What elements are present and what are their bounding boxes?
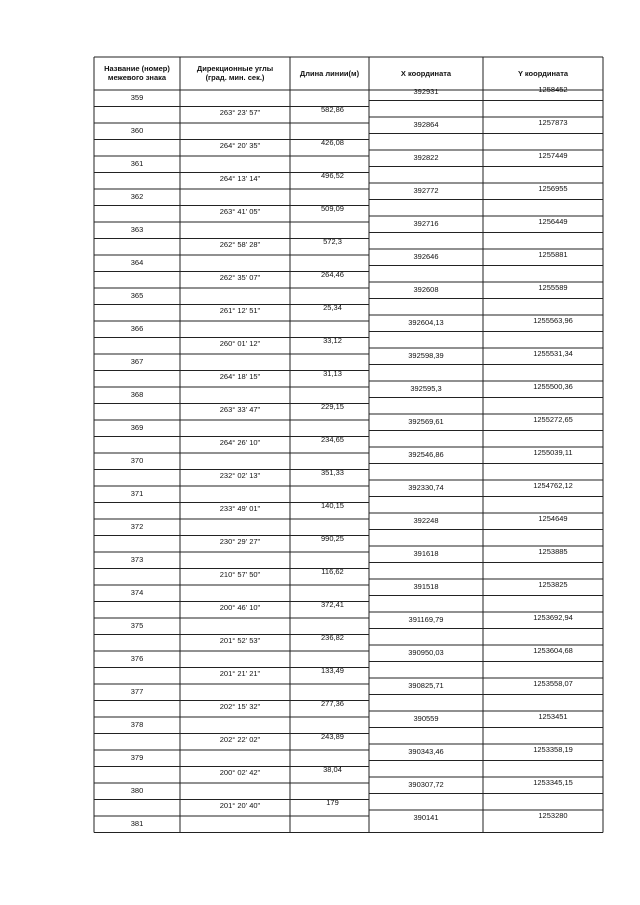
point-y: 1257449 <box>538 151 568 160</box>
segment-length: 116,62 <box>321 566 344 576</box>
segment-angle: 200° 02' 42" <box>219 767 261 777</box>
segment-angle: 201° 52' 53" <box>219 635 261 645</box>
point-y: 1256449 <box>538 217 568 226</box>
point-y: 1253692,94 <box>533 613 573 622</box>
segment-length: 25,34 <box>323 302 342 312</box>
point-y: 1253345,15 <box>533 778 573 787</box>
point-y: 1255531,34 <box>533 349 573 358</box>
point-name: 368 <box>130 390 144 399</box>
point-name: 363 <box>130 225 144 234</box>
header-x-label: X координата <box>400 68 452 78</box>
point-x: 392931 <box>413 87 439 96</box>
segment-angle: 202° 15' 32" <box>219 701 261 711</box>
segment-length: 351,33 <box>321 467 344 477</box>
point-name: 377 <box>130 687 144 696</box>
header-angle-line1: Дирекционные углы <box>196 64 274 74</box>
segment-angle: 263° 41' 05" <box>219 206 261 216</box>
point-x: 392608 <box>413 285 439 294</box>
segment-angle: 262° 35' 07" <box>219 272 261 282</box>
segment-angle: 232° 02' 13" <box>219 470 261 480</box>
point-y: 1253558,07 <box>533 679 573 688</box>
point-x: 392646 <box>413 252 439 261</box>
header-x <box>369 59 483 89</box>
point-name: 359 <box>130 93 144 102</box>
point-name: 376 <box>130 654 144 663</box>
segment-length: 572,3 <box>323 236 342 246</box>
segment-length: 243,89 <box>321 731 344 741</box>
point-x: 392569,61 <box>408 417 444 426</box>
segment-length: 38,04 <box>323 764 342 774</box>
point-y: 1253604,68 <box>533 646 573 655</box>
point-name: 367 <box>130 357 144 366</box>
header-name <box>94 59 180 89</box>
point-y: 1257873 <box>538 118 568 127</box>
segment-length: 33,12 <box>323 335 342 345</box>
point-x: 392595,3 <box>410 384 442 393</box>
point-x: 392864 <box>413 120 439 129</box>
segment-angle: 263° 33' 47" <box>219 404 261 414</box>
point-name: 370 <box>130 456 144 465</box>
segment-angle: 264° 18' 15" <box>219 371 261 381</box>
point-y: 1255563,96 <box>533 316 573 325</box>
point-y: 1254649 <box>538 514 568 523</box>
point-x: 390825,71 <box>408 681 444 690</box>
point-name: 360 <box>130 126 144 135</box>
segment-length: 31,13 <box>323 368 342 378</box>
segment-angle: 200° 46' 10" <box>219 602 261 612</box>
point-name: 375 <box>130 621 144 630</box>
point-x: 391618 <box>413 549 439 558</box>
point-name: 374 <box>130 588 144 597</box>
header-name-line2: межевого знака <box>107 73 167 82</box>
segment-length: 133,49 <box>321 665 344 675</box>
point-x: 392248 <box>413 516 439 525</box>
point-y: 1253885 <box>538 547 568 556</box>
point-x: 392330,74 <box>408 483 444 492</box>
point-x: 392822 <box>413 153 439 162</box>
segment-angle: 233° 49' 01" <box>219 503 261 513</box>
segment-angle: 264° 26' 10" <box>219 437 261 447</box>
segment-angle: 264° 13' 14" <box>219 173 261 183</box>
header-name-line1: Название (номер) <box>104 64 170 74</box>
point-name: 372 <box>130 522 144 531</box>
point-name: 364 <box>130 258 144 267</box>
point-name: 381 <box>130 819 144 828</box>
point-x: 390141 <box>413 813 439 822</box>
point-y: 1253451 <box>538 712 568 721</box>
point-x: 391169,79 <box>408 615 444 624</box>
header-angle <box>180 59 290 89</box>
point-name: 378 <box>130 720 144 729</box>
point-x: 390307,72 <box>408 780 444 789</box>
segment-angle: 201° 20' 40" <box>219 800 261 810</box>
point-y: 1256955 <box>538 184 568 193</box>
point-y: 1258452 <box>538 85 568 94</box>
segment-length: 140,15 <box>321 500 344 510</box>
point-y: 1255272,65 <box>533 415 573 424</box>
point-x: 391518 <box>413 582 439 591</box>
point-y: 1253280 <box>538 811 568 820</box>
segment-length: 582,86 <box>321 104 344 114</box>
point-x: 392598,39 <box>408 351 444 360</box>
segment-angle: 263° 23' 57" <box>219 107 261 117</box>
segment-length: 426,08 <box>321 137 344 147</box>
segment-angle: 262° 58' 28" <box>219 239 261 249</box>
point-name: 369 <box>130 423 144 432</box>
point-x: 392604,13 <box>408 318 444 327</box>
segment-angle: 261° 12' 51" <box>219 305 261 315</box>
point-name: 373 <box>130 555 144 564</box>
segment-length: 990,25 <box>321 533 344 543</box>
point-name: 366 <box>130 324 144 333</box>
segment-angle: 201° 21' 21" <box>219 668 261 678</box>
point-name: 361 <box>130 159 144 168</box>
segment-length: 277,36 <box>321 698 344 708</box>
segment-length: 264,46 <box>321 269 344 279</box>
header-angle-line2: (град. мин. сек.) <box>205 73 265 82</box>
segment-angle: 210° 57' 50" <box>219 569 261 579</box>
point-x: 390343,46 <box>408 747 444 756</box>
point-name: 365 <box>130 291 144 300</box>
point-y: 1253825 <box>538 580 568 589</box>
point-y: 1255881 <box>538 250 568 259</box>
segment-length: 229,15 <box>321 401 344 411</box>
segment-angle: 260° 01' 12" <box>219 338 261 348</box>
point-x: 392716 <box>413 219 439 228</box>
segment-length: 509,09 <box>321 203 344 213</box>
segment-angle: 230° 29' 27" <box>219 536 261 546</box>
header-length <box>290 59 369 89</box>
point-y: 1255500,36 <box>533 382 573 391</box>
point-name: 380 <box>130 786 144 795</box>
segment-angle: 202° 22' 02" <box>219 734 261 744</box>
point-name: 371 <box>130 489 144 498</box>
segment-angle: 264° 20' 35" <box>219 140 261 150</box>
point-x: 390559 <box>413 714 439 723</box>
segment-length: 179 <box>326 797 339 807</box>
point-x: 392546,86 <box>408 450 444 459</box>
point-y: 1254762,12 <box>533 481 573 490</box>
point-name: 379 <box>130 753 144 762</box>
point-y: 1253358,19 <box>533 745 573 754</box>
point-y: 1255589 <box>538 283 568 292</box>
point-y: 1255039,11 <box>533 448 573 457</box>
header-y-label: Y координата <box>517 68 569 78</box>
point-name: 362 <box>130 192 144 201</box>
header-length-label: Длина линии(м) <box>299 68 360 78</box>
segment-length: 234,65 <box>321 434 344 444</box>
point-x: 392772 <box>413 186 439 195</box>
segment-length: 236,82 <box>321 632 344 642</box>
segment-length: 372,41 <box>321 599 344 609</box>
segment-length: 496,52 <box>321 170 344 180</box>
point-x: 390950,03 <box>408 648 444 657</box>
